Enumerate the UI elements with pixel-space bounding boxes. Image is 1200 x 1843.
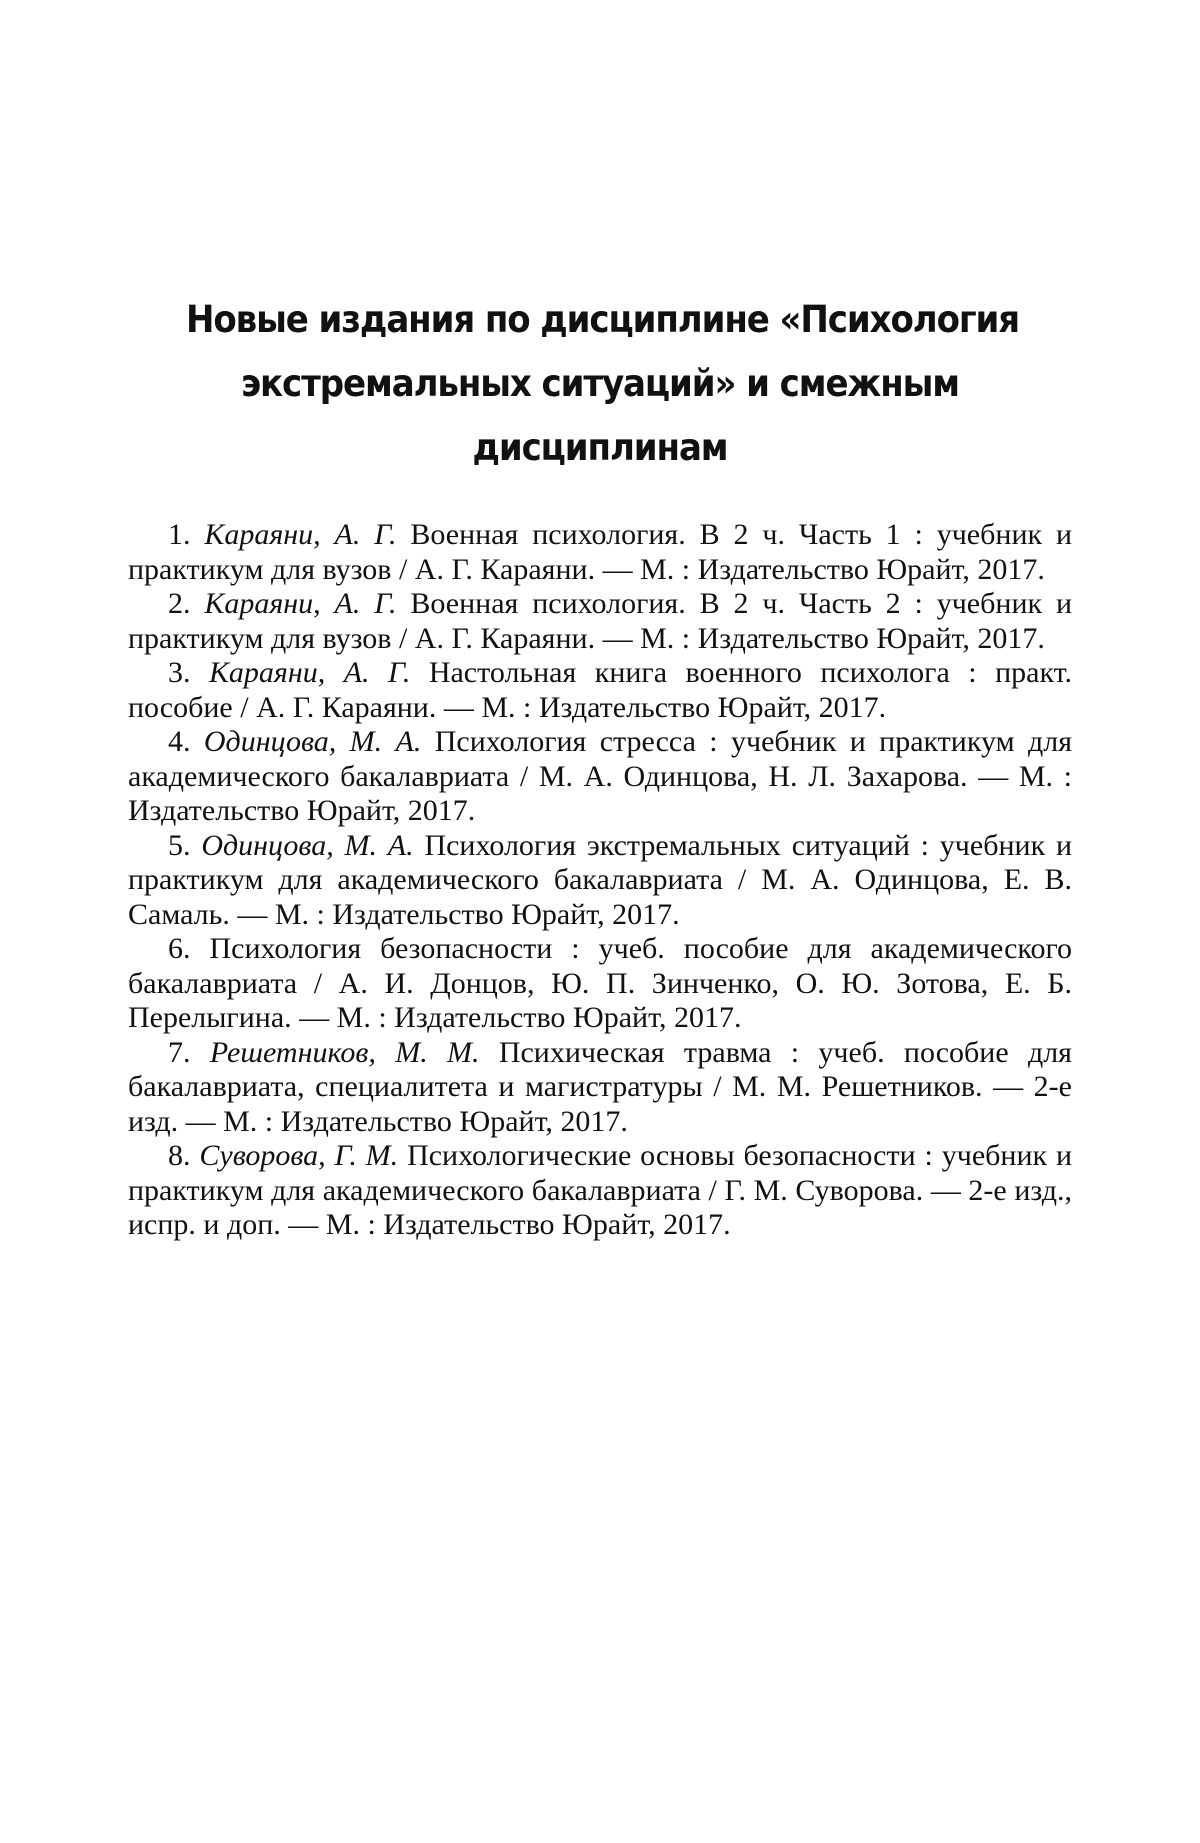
item-text: Психологические основы безопасности : учебник и практикум для академического бакалавриата / Г. М. Суворова. — 2-е изд., испр. и доп. — М. : Издательство Юрайт, 2017. <box>128 1139 1073 1241</box>
bibliography-item-6 <box>128 932 1072 1036</box>
item-text: Военная психология. В 2 ч. Часть 1 : учебник и практикум для вузов / А. Г. Караяни. — М. : Издательство Юрайт, 2017. <box>128 518 1073 586</box>
item-number: 1. <box>168 518 191 551</box>
item-author: Караяни, А. Г. <box>204 518 397 551</box>
bibliography-item-8 <box>128 1139 1072 1243</box>
bibliography-item-2 <box>128 587 1072 656</box>
item-number: 8. <box>168 1139 191 1172</box>
title-line-3: дисциплинам <box>472 426 728 469</box>
item-text: Психология стресса : учебник и практикум для академического бакалавриата / М. А. Одинцова, Н. Л. Захарова. — М. : Издательство Юрайт, 2017. <box>128 725 1072 827</box>
bibliography-list <box>128 518 1072 1243</box>
item-number: 5. <box>168 828 191 862</box>
item-author: Караяни, А. Г. <box>204 587 397 620</box>
bibliography-item-4 <box>128 725 1072 829</box>
item-number: 7. <box>168 1035 191 1069</box>
item-author: Одинцова, М. А. <box>201 828 414 862</box>
item-text: Психология экстремальных ситуаций : учебник и практикум для академического бакалавриата / М. А. Одинцова, Е. В. Самаль. — М. : Издательство Юрайт, 2017. <box>128 828 1073 931</box>
item-author: Одинцова, М. А. <box>203 725 422 758</box>
item-text: Настольная книга военного психолога : практ. пособие / А. Г. Караяни. — М. : Издательство Юрайт, 2017. <box>128 656 1072 724</box>
item-number: 4. <box>168 725 191 758</box>
bibliography-item-3 <box>128 656 1072 725</box>
title-line-2: экстремальных ситуаций» и смежным <box>240 362 960 405</box>
bibliography-item-5 <box>128 829 1072 933</box>
item-author: Суворова, Г. М. <box>199 1139 399 1172</box>
item-text: Психическая травма : учеб. пособие для бакалавриата, специалитета и магистратуры / М. М. Решетников. — 2-е изд. — М. : Издательство Юрайт, 2017. <box>128 1035 1072 1138</box>
item-author: Решетников, М. М. <box>209 1035 480 1069</box>
item-number: 2. <box>168 587 191 620</box>
item-author: Караяни, А. Г. <box>208 656 411 689</box>
bibliography-item-7 <box>128 1036 1072 1140</box>
item-text: Психология безопасности : учеб. пособие для академического бакалавриата / А. И. Донцов, Ю. П. Зинченко, О. Ю. Зотова, Е. Б. Перелыгина. — М. : Издательство Юрайт, 2017. <box>128 932 1072 1034</box>
bibliography-item-1 <box>128 518 1072 587</box>
title-line-1: Новые издания по дисциплине «Психология <box>186 298 1020 341</box>
item-number: 3. <box>168 656 191 689</box>
page-title <box>186 288 1020 480</box>
item-text: Военная психология. В 2 ч. Часть 2 : учебник и практикум для вузов / А. Г. Караяни. — М. : Издательство Юрайт, 2017. <box>128 587 1073 655</box>
item-number: 6. <box>168 932 191 965</box>
